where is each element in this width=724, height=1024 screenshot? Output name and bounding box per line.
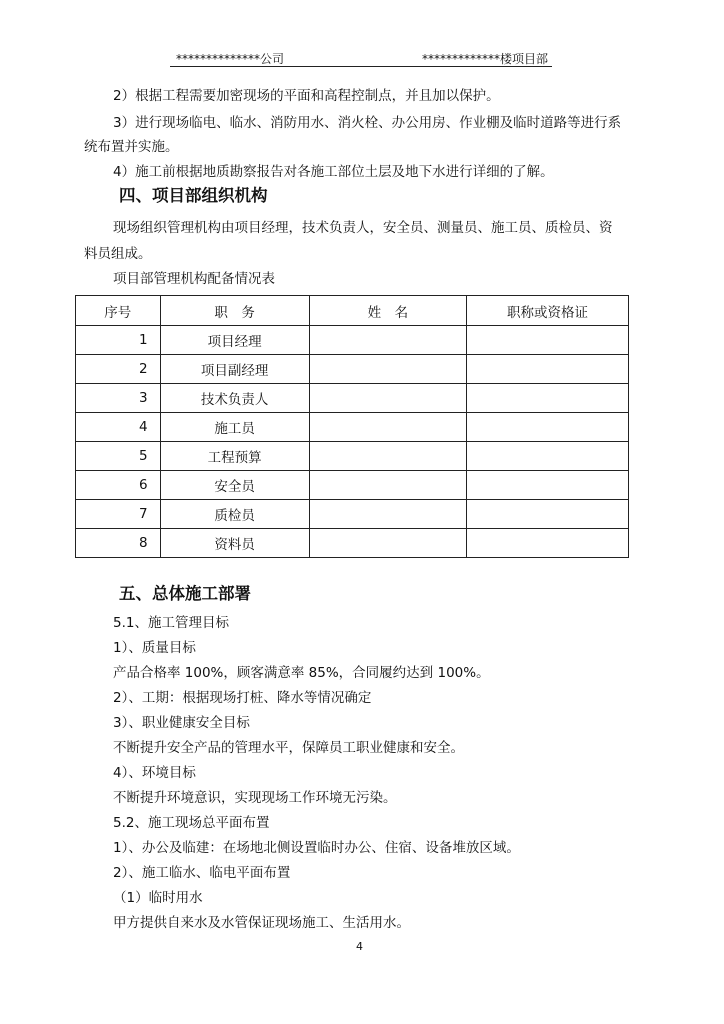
row-name — [309, 384, 466, 413]
section4-para-line-1: 现场组织管理机构由项目经理，技术负责人，安全员、测量员、施工员、质检员、资 — [113, 220, 613, 236]
row-cert — [466, 442, 628, 471]
row-no: 3 — [76, 384, 161, 413]
s5-line-5: 3）、职业健康安全目标 — [113, 715, 250, 731]
table-row — [76, 471, 629, 500]
intro-line-4: 4）施工前根据地质勘察报告对各施工部位土层及地下水进行详细的了解。 — [113, 164, 554, 180]
header-role: 职 务 — [160, 296, 309, 326]
section5-heading: 五、总体施工部署 — [119, 584, 251, 603]
row-cert — [466, 471, 628, 500]
header-name: 姓 名 — [309, 296, 466, 326]
s5-line-7: 4）、环境目标 — [113, 765, 196, 781]
s5-line-6: 不断提升安全产品的管理水平，保障员工职业健康和安全。 — [113, 740, 464, 756]
row-name — [309, 442, 466, 471]
s5-line-2: 1）、质量目标 — [113, 640, 196, 656]
intro-line-2: 3）进行现场临电、临水、消防用水、消火栓、办公用房、作业棚及临时道路等进行系 — [113, 115, 622, 131]
staff-table — [75, 295, 629, 558]
row-cert — [466, 500, 628, 529]
table-row — [76, 355, 629, 384]
s5-line-3: 产品合格率 100%，顾客满意率 85%，合同履约达到 100%。 — [113, 665, 490, 681]
row-cert — [466, 384, 628, 413]
row-no: 8 — [76, 529, 161, 558]
row-name — [309, 355, 466, 384]
row-no: 5 — [76, 442, 161, 471]
table-header-row — [76, 296, 629, 326]
page-header — [170, 52, 552, 67]
header-cert: 职称或资格证 — [466, 296, 628, 326]
intro-line-1: 2）根据工程需要加密现场的平面和高程控制点，并且加以保护。 — [113, 88, 500, 104]
s5-line-9: 5.2、施工现场总平面布置 — [113, 815, 270, 831]
section4-para-line-2: 料员组成。 — [84, 246, 152, 262]
row-role: 项目经理 — [160, 326, 309, 355]
table-row — [76, 442, 629, 471]
row-no: 4 — [76, 413, 161, 442]
row-name — [309, 529, 466, 558]
row-no: 2 — [76, 355, 161, 384]
row-cert — [466, 326, 628, 355]
table-row — [76, 413, 629, 442]
row-name — [309, 326, 466, 355]
row-name — [309, 500, 466, 529]
s5-line-8: 不断提升环境意识，实现现场工作环境无污染。 — [113, 790, 397, 806]
header-project-dept: *************楼项目部 — [422, 52, 549, 66]
s5-line-11: 2）、施工临水、临电平面布置 — [113, 865, 291, 881]
row-name — [309, 471, 466, 500]
row-role: 项目副经理 — [160, 355, 309, 384]
row-role: 技术负责人 — [160, 384, 309, 413]
header-no: 序号 — [76, 296, 161, 326]
table-row — [76, 326, 629, 355]
intro-line-3: 统布置并实施。 — [84, 139, 179, 155]
s5-line-1: 5.1、施工管理目标 — [113, 615, 229, 631]
table-row — [76, 500, 629, 529]
row-role: 质检员 — [160, 500, 309, 529]
row-cert — [466, 413, 628, 442]
row-role: 施工员 — [160, 413, 309, 442]
row-role: 资料员 — [160, 529, 309, 558]
section4-heading: 四、项目部组织机构 — [119, 186, 268, 205]
table-row — [76, 384, 629, 413]
row-no: 1 — [76, 326, 161, 355]
row-name — [309, 413, 466, 442]
table-title: 项目部管理机构配备情况表 — [113, 271, 275, 287]
row-no: 6 — [76, 471, 161, 500]
s5-line-4: 2）、工期：根据现场打桩、降水等情况确定 — [113, 690, 372, 706]
s5-line-13: 甲方提供自来水及水管保证现场施工、生活用水。 — [113, 915, 410, 931]
row-no: 7 — [76, 500, 161, 529]
row-role: 工程预算 — [160, 442, 309, 471]
row-cert — [466, 529, 628, 558]
row-cert — [466, 355, 628, 384]
s5-line-12: （1）临时用水 — [113, 890, 203, 906]
header-company: **************公司 — [176, 52, 285, 66]
row-role: 安全员 — [160, 471, 309, 500]
table-row — [76, 529, 629, 558]
page-number: 4 — [356, 940, 363, 953]
s5-line-10: 1）、办公及临建：在场地北侧设置临时办公、住宿、设备堆放区域。 — [113, 840, 520, 856]
